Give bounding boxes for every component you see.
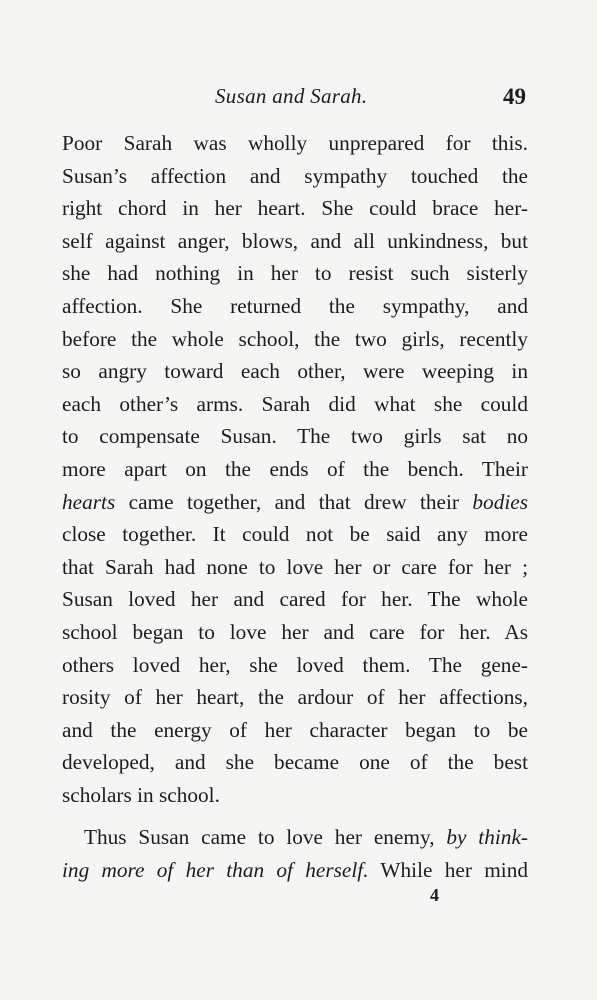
text-line: Susan’s affection and sympathy touched the	[62, 163, 528, 188]
text-line: others loved her, she loved them. The gene-	[62, 652, 528, 677]
text-line: school began to love her and care for her. As	[62, 619, 528, 644]
text-line: affection. She returned the sympathy, and	[62, 293, 528, 318]
text-line: rosity of her heart, the ardour of her affections,	[62, 685, 528, 710]
italic-by-think: by think-	[446, 825, 528, 850]
paragraph-gap	[62, 811, 528, 821]
italic-bodies: bodies	[472, 489, 528, 514]
text-line: self against anger, blows, and all unkindness, but	[62, 228, 528, 253]
italic-ing-more: ing more of her than of herself.	[62, 858, 369, 883]
page-number: 49	[503, 84, 526, 109]
text-line: scholars in school.	[62, 782, 220, 807]
paragraph-2	[62, 821, 528, 886]
text-segment: While her mind	[368, 858, 528, 883]
running-head	[0, 84, 597, 116]
text-line: so angry toward each other, were weeping in	[62, 359, 528, 384]
italic-hearts: hearts	[62, 489, 116, 514]
text-line: developed, and she became one of the best	[62, 750, 528, 775]
text-line	[62, 486, 528, 519]
text-line	[62, 854, 528, 887]
text-line: Susan loved her and cared for her. The whole	[62, 587, 528, 612]
text-line: to compensate Susan. The two girls sat no	[62, 424, 528, 449]
text-line	[62, 821, 528, 854]
text-line: that Sarah had none to love her or care for her ;	[62, 554, 528, 579]
signature-mark: 4	[430, 885, 439, 905]
text-segment: came together, and that drew their	[115, 489, 473, 514]
text-line: before the whole school, the two girls, recently	[62, 326, 528, 351]
text-line: close together. It could not be said any more	[62, 522, 528, 547]
text-segment: Thus Susan came to love her enemy,	[84, 825, 447, 850]
text-line: Poor Sarah was wholly unprepared for this.	[62, 131, 528, 155]
text-line: right chord in her heart. She could brace her-	[62, 196, 528, 221]
text-line: each other’s arms. Sarah did what she could	[62, 391, 528, 416]
paragraph-1	[62, 127, 528, 811]
running-title: Susan and Sarah.	[215, 84, 368, 108]
text-line: she had nothing in her to resist such sisterly	[62, 261, 528, 286]
text-line: more apart on the ends of the bench. Their	[62, 456, 528, 481]
text-line: and the energy of her character began to be	[62, 717, 528, 742]
body-text	[62, 127, 528, 887]
